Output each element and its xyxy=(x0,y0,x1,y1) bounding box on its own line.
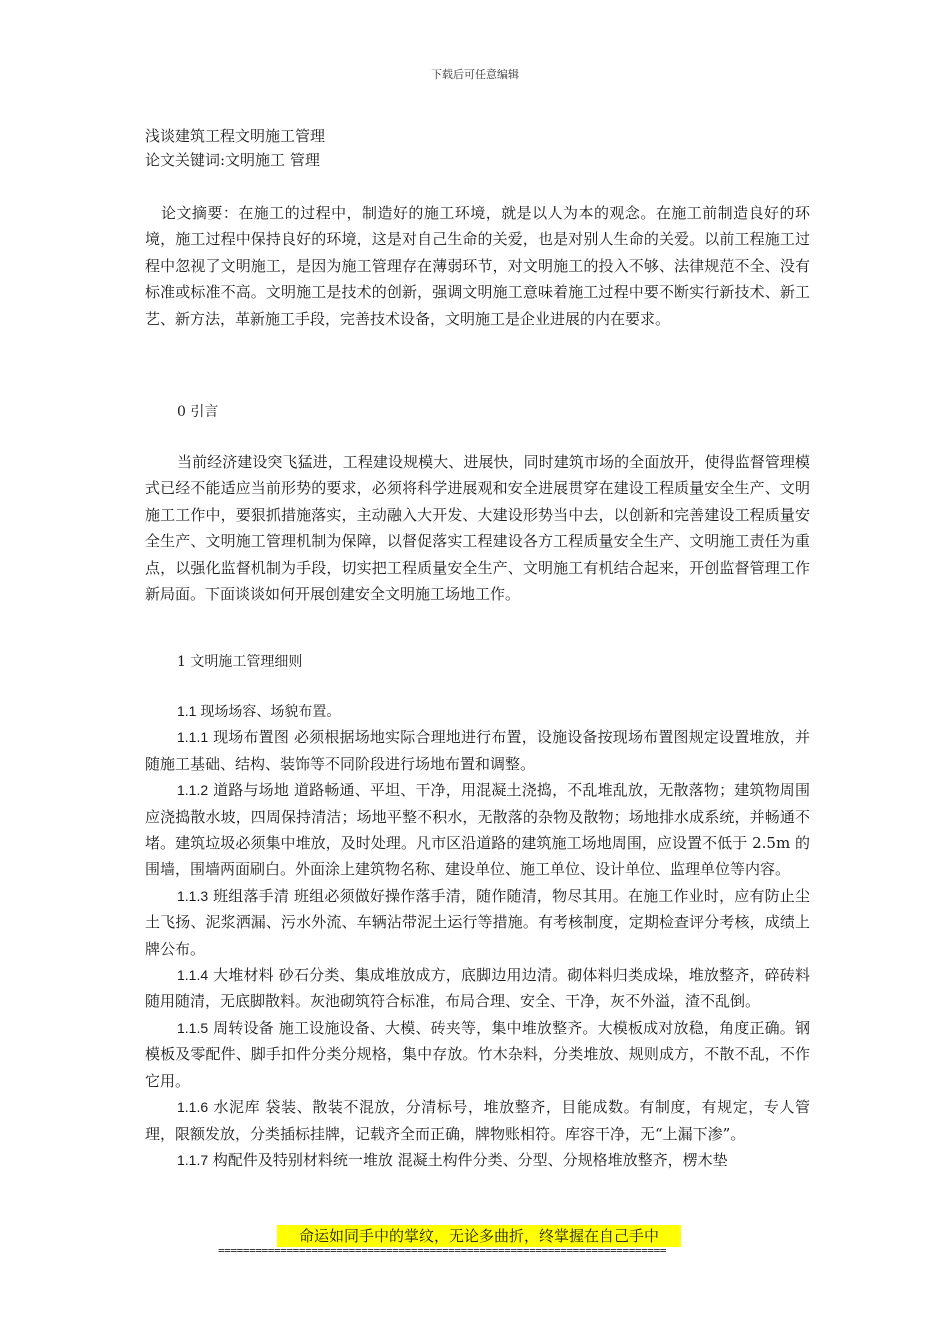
intro-paragraph: 当前经济建设突飞猛进，工程建设规模大、进展快，同时建筑市场的全面放开，使得监督管理模式已经不能适应当前形势的要求，必须将科学进展观和安全进展贯穿在建设工程质量安全生产、文明施工工作中，要狠抓措施落实，主动融入大开发、大建设形势当中去，以创新和完善建设工程质量安全生产、文明施工管理机制为保障，以督促落实工程建设各方工程质量安全生产、文明施工责任为重点，以强化监督机制为手段，切实把工程质量安全生产、文明施工有机结合起来，开创监督管理工作新局面。下面谈谈如何开展创建安全文明施工场地工作。 xyxy=(145,453,810,604)
list-item: 1.1.2 道路与场地 道路畅通、平坦、干净，用混凝土浇捣，不乱堆乱放，无散落物；建筑物周围应浇捣散水坡，四周保持清洁；场地平整不积水，无散落的杂物及散物；场地排水成系统，并畅通不堵。建筑垃圾必须集中堆放，及时处理。凡市区沿道路的建筑施工场地周围，应设置不低于 2.5m 的围墙，围墙两面刷白。外面涂上建筑物名称、建设单位、施工单位、设计单位、监理单位等内容。 xyxy=(145,781,810,879)
footer-motto: 命运如同手中的掌纹，无论多曲折，终掌握在自己手中 xyxy=(277,1225,681,1247)
intro-heading: 0 引言 xyxy=(177,404,219,420)
section1-heading: 1 文明施工管理细则 xyxy=(177,654,303,670)
keywords: 论文关键词:文明施工 管理 xyxy=(145,151,320,169)
footer-divider: ======================================================================== xyxy=(218,1244,667,1257)
list-item: 1.1.4 大堆材料 砂石分类、集成堆放成方，底脚边用边清。砌体料归类成垛，堆放整齐，碎砖料随用随清，无底脚散料。灰池砌筑符合标准，布局合理、安全、干净，灰不外溢，渣不乱倒。 xyxy=(145,966,810,1011)
list-item: 1.1.1 现场布置图 必须根据场地实际合理地进行布置，设施设备按现场布置图规定设置堆放，并随施工基础、结构、装饰等不同阶段进行场地布置和调整。 xyxy=(145,728,810,773)
list-item: 1.1.7 构配件及特别材料统一堆放 混凝土构件分类、分型、分规格堆放整齐，楞木垫 xyxy=(177,1150,728,1169)
list-item: 1.1.3 班组落手清 班组必须做好操作落手清，随作随清，物尽其用。在施工作业时，应有防止尘土飞扬、泥浆洒漏、污水外流、车辆沾带泥土运行等措施。有考核制度，定期检查评分考核，成绩上牌公布。 xyxy=(145,886,810,958)
paper-title: 浅谈建筑工程文明施工管理 xyxy=(145,127,326,145)
abstract-paragraph: 论文摘要：在施工的过程中，制造好的施工环境，就是以人为本的观念。在施工前制造良好的环境，施工过程中保持良好的环境，这是对自己生命的关爱，也是对别人生命的关爱。以前工程施工过程中忽视了文明施工，是因为施工管理存在薄弱环节，对文明施工的投入不够、法律规范不全、没有标准或标准不高。文明施工是技术的创新，强调文明施工意味着施工过程中要不断实行新技术、新工艺、新方法，革新施工手段，完善技术设备，文明施工是企业进展的内在要求。 xyxy=(145,204,810,328)
list-item: 1.1.5 周转设备 施工设施设备、大模、砖夹等，集中堆放整齐。大模板成对放稳，角度正确。钢模板及零配件、脚手扣件分类分规格，集中存放。竹木杂料，分类堆放、规则成方，不散不乱，不作它用。 xyxy=(145,1018,810,1090)
section-body xyxy=(145,698,810,1173)
section11-heading: 1.1 现场场容、场貌布置。 xyxy=(177,703,341,719)
header-note: 下载后可任意编辑 xyxy=(431,68,519,81)
list-item: 1.1.6 水泥库 袋装、散装不混放，分清标号，堆放整齐，目能成数。有制度，有规定，专人管理，限额发放，分类插标挂牌，记载齐全而正确，牌物账相符。库容干净，无“上漏下渗”。 xyxy=(145,1098,810,1143)
title-block xyxy=(145,124,810,172)
